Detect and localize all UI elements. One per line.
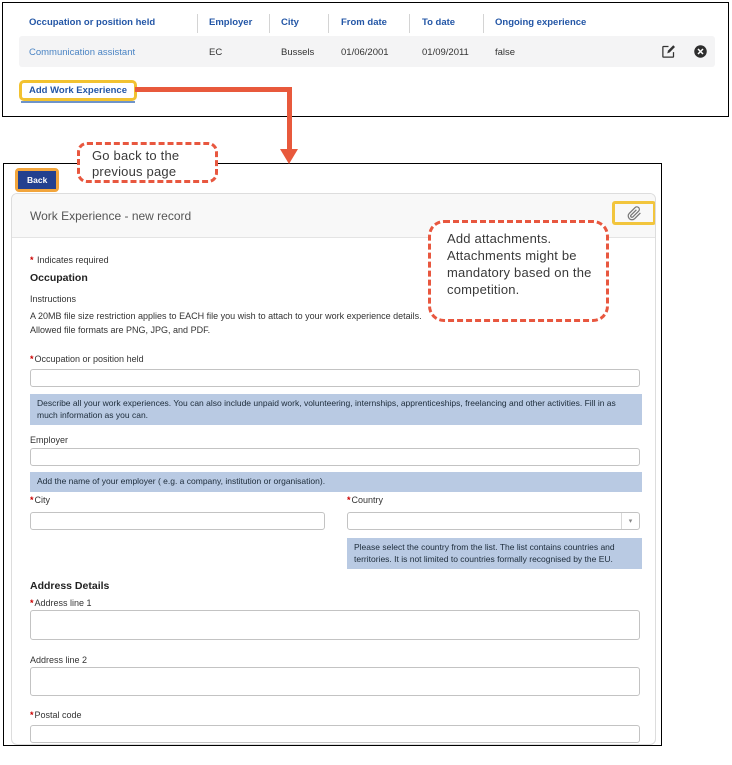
instruction-line-1: A 20MB file size restriction applies to EACH file you wish to attach to your work experience details. xyxy=(30,311,422,321)
back-button-highlight xyxy=(15,168,59,192)
postal-code-label xyxy=(30,710,82,720)
required-marker: * xyxy=(30,495,34,505)
address-line-1-label xyxy=(30,598,92,608)
column-header-employer: Employer xyxy=(209,17,253,28)
country-label xyxy=(347,495,383,505)
required-marker: * xyxy=(30,710,34,720)
column-header-city: City xyxy=(281,17,299,28)
required-marker: * xyxy=(30,255,34,265)
postal-code-label-text: Postal code xyxy=(34,710,82,720)
add-attachment-button[interactable] xyxy=(612,201,656,225)
cell-employer: EC xyxy=(209,47,223,58)
employer-label: Employer xyxy=(30,435,69,445)
address-line-2-input[interactable] xyxy=(30,667,640,696)
paperclip-icon xyxy=(627,206,642,221)
go-back-annotation: Go back to the previous page xyxy=(77,142,218,183)
occupation-label xyxy=(30,354,144,364)
occupation-input[interactable] xyxy=(30,369,640,387)
column-header-from-date: From date xyxy=(341,17,387,28)
chevron-down-icon: ▾ xyxy=(621,513,639,529)
city-input[interactable] xyxy=(30,512,325,530)
page-title: Work Experience - new record xyxy=(30,209,192,223)
column-divider xyxy=(483,14,484,33)
instruction-line-2: Allowed file formats are PNG, JPG, and PDF. xyxy=(30,325,211,335)
country-select[interactable] xyxy=(347,512,640,530)
required-note xyxy=(30,255,109,265)
annotation-arrow-head xyxy=(280,149,298,164)
edit-icon[interactable] xyxy=(661,44,676,59)
occupation-section-heading: Occupation xyxy=(30,272,88,284)
city-label xyxy=(30,495,50,505)
cell-city: Bussels xyxy=(281,47,315,58)
back-button[interactable]: Back xyxy=(18,171,56,189)
cell-to-date: 01/09/2011 xyxy=(422,47,469,58)
country-help-box: Please select the country from the list. The list contains countries and territories. It is not limited to countries formally recognised by the EU. xyxy=(347,538,642,569)
required-note-text: Indicates required xyxy=(37,255,109,265)
instructions-label: Instructions xyxy=(30,294,77,304)
country-label-text: Country xyxy=(351,495,384,505)
address-line-1-label-text: Address line 1 xyxy=(34,598,92,608)
employer-help-box: Add the name of your employer ( e.g. a company, institution or organisation). xyxy=(30,472,642,492)
postal-code-input[interactable] xyxy=(30,725,640,743)
address-section-heading: Address Details xyxy=(30,580,110,592)
required-marker: * xyxy=(30,598,34,608)
column-header-to-date: To date xyxy=(422,17,456,28)
employer-input[interactable] xyxy=(30,448,640,466)
add-work-experience-button[interactable]: Add Work Experience xyxy=(19,80,137,101)
table-row xyxy=(19,36,715,67)
annotation-arrow-horizontal xyxy=(135,87,292,92)
cell-from-date: 01/06/2001 xyxy=(341,47,389,58)
column-divider xyxy=(328,14,329,33)
work-experience-table-panel xyxy=(2,2,729,117)
required-marker: * xyxy=(30,354,34,364)
occupation-label-text: Occupation or position held xyxy=(34,354,144,364)
annotation-arrow-vertical xyxy=(287,87,292,150)
delete-icon[interactable] xyxy=(693,44,708,59)
required-marker: * xyxy=(347,495,351,505)
occupation-link[interactable]: Communication assistant xyxy=(29,47,136,58)
occupation-help-box: Describe all your work experiences. You can also include unpaid work, volunteering, internships, apprenticeships, freelancing and other activities. Fill in as much information as you can. xyxy=(30,394,642,425)
attachments-annotation: Add attachments. Attachments might be mandatory based on the competition. xyxy=(428,220,609,322)
address-line-2-label: Address line 2 xyxy=(30,655,88,665)
address-line-1-input[interactable] xyxy=(30,610,640,640)
column-divider xyxy=(197,14,198,33)
column-header-occupation: Occupation or position held xyxy=(29,17,156,28)
add-button-underline xyxy=(21,101,135,103)
column-divider xyxy=(269,14,270,33)
city-label-text: City xyxy=(34,495,51,505)
column-divider xyxy=(409,14,410,33)
column-header-ongoing: Ongoing experience xyxy=(495,17,587,28)
cell-ongoing: false xyxy=(495,47,516,58)
